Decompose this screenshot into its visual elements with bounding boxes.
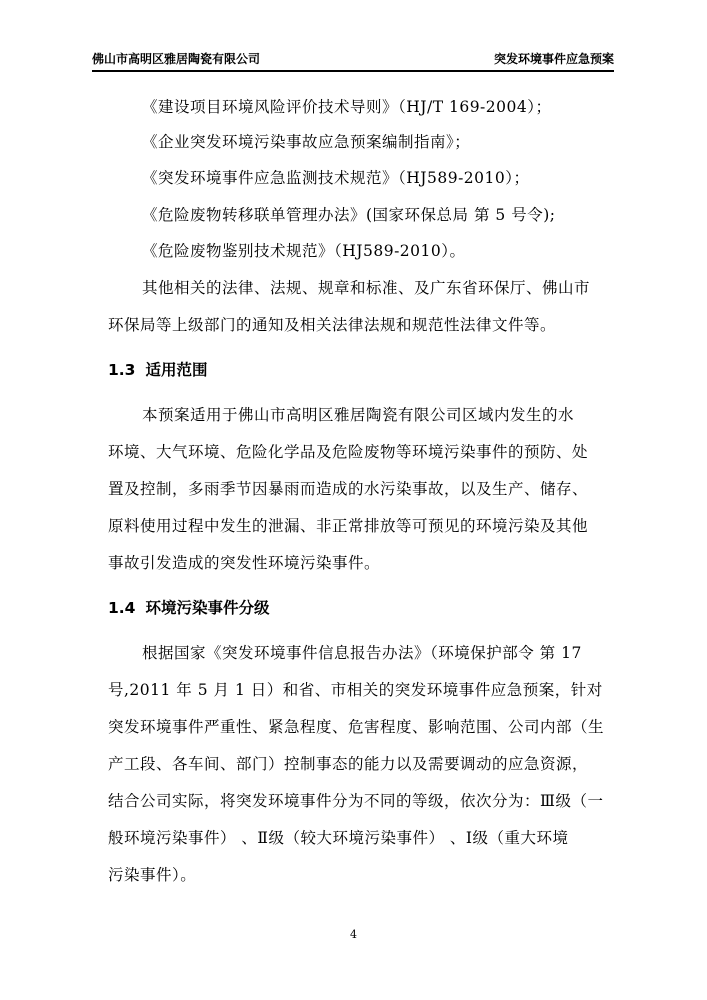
section-heading-1-3 xyxy=(108,359,207,381)
paragraph-line: 环境、大气环境、危险化学品及危险废物等环境污染事件的预防、处 xyxy=(108,443,589,461)
paragraph-line: 突发环境事件严重性、紧急程度、危害程度、影响范围、公司内部（生 xyxy=(108,718,605,736)
paragraph-line: 原料使用过程中发生的泄漏、非正常排放等可预见的环境污染及其他 xyxy=(108,517,589,535)
paragraph-line: 般环境污染事件） 、Ⅱ级（较大环境污染事件） 、Ⅰ级（重大环境 xyxy=(108,829,569,847)
paragraph-line: 产工段、各车间、部门）控制事态的能力以及需要调动的应急资源， xyxy=(108,755,589,773)
paragraph-line: 置及控制，多雨季节因暴雨而造成的水污染事故，以及生产、储存、 xyxy=(108,480,589,498)
reference-item: 《建设项目环境风险评价技术导则》（HJ/T 169-2004）； xyxy=(142,98,552,116)
page-header xyxy=(92,50,614,72)
other-laws-line: 环保局等上级部门的通知及相关法律法规和规范性法律文件等。 xyxy=(108,316,557,334)
paragraph-line: 结合公司实际，将突发环境事件分为不同的等级，依次分为：Ⅲ级（一 xyxy=(108,792,604,810)
section-number: 1.4 xyxy=(108,599,136,617)
reference-item: 《企业突发环境污染事故应急预案编制指南》； xyxy=(142,133,471,151)
section-title: 环境污染事件分级 xyxy=(145,599,270,617)
section-number: 1.3 xyxy=(108,361,136,379)
paragraph-line: 根据国家《突发环境事件信息报告办法》（环境保护部令 第 17 xyxy=(142,644,582,662)
paragraph-line: 污染事件）。 xyxy=(108,866,197,884)
header-company: 佛山市高明区雅居陶瓷有限公司 xyxy=(92,52,261,66)
paragraph-line: 事故引发造成的突发性环境污染事件。 xyxy=(108,554,381,572)
section-heading-1-4 xyxy=(108,597,269,619)
section-title: 适用范围 xyxy=(145,361,208,379)
paragraph-line: 号,2011 年 5 月 1 日）和省、市相关的突发环境事件应急预案，针对 xyxy=(108,681,603,699)
other-laws-line: 其他相关的法律、法规、规章和标准、及广东省环保厅、佛山市 xyxy=(142,279,591,297)
reference-item: 《突发环境事件应急监测技术规范》（HJ589-2010）； xyxy=(142,169,530,187)
reference-item: 《危险废物转移联单管理办法》(国家环保总局 第 5 号令); xyxy=(142,206,556,224)
reference-item: 《危险废物鉴别技术规范》（HJ589-2010）。 xyxy=(142,242,466,260)
header-doc-title: 突发环境事件应急预案 xyxy=(493,52,614,66)
page-number: 4 xyxy=(350,928,357,941)
paragraph-line: 本预案适用于佛山市高明区雅居陶瓷有限公司区域内发生的水 xyxy=(142,406,575,424)
